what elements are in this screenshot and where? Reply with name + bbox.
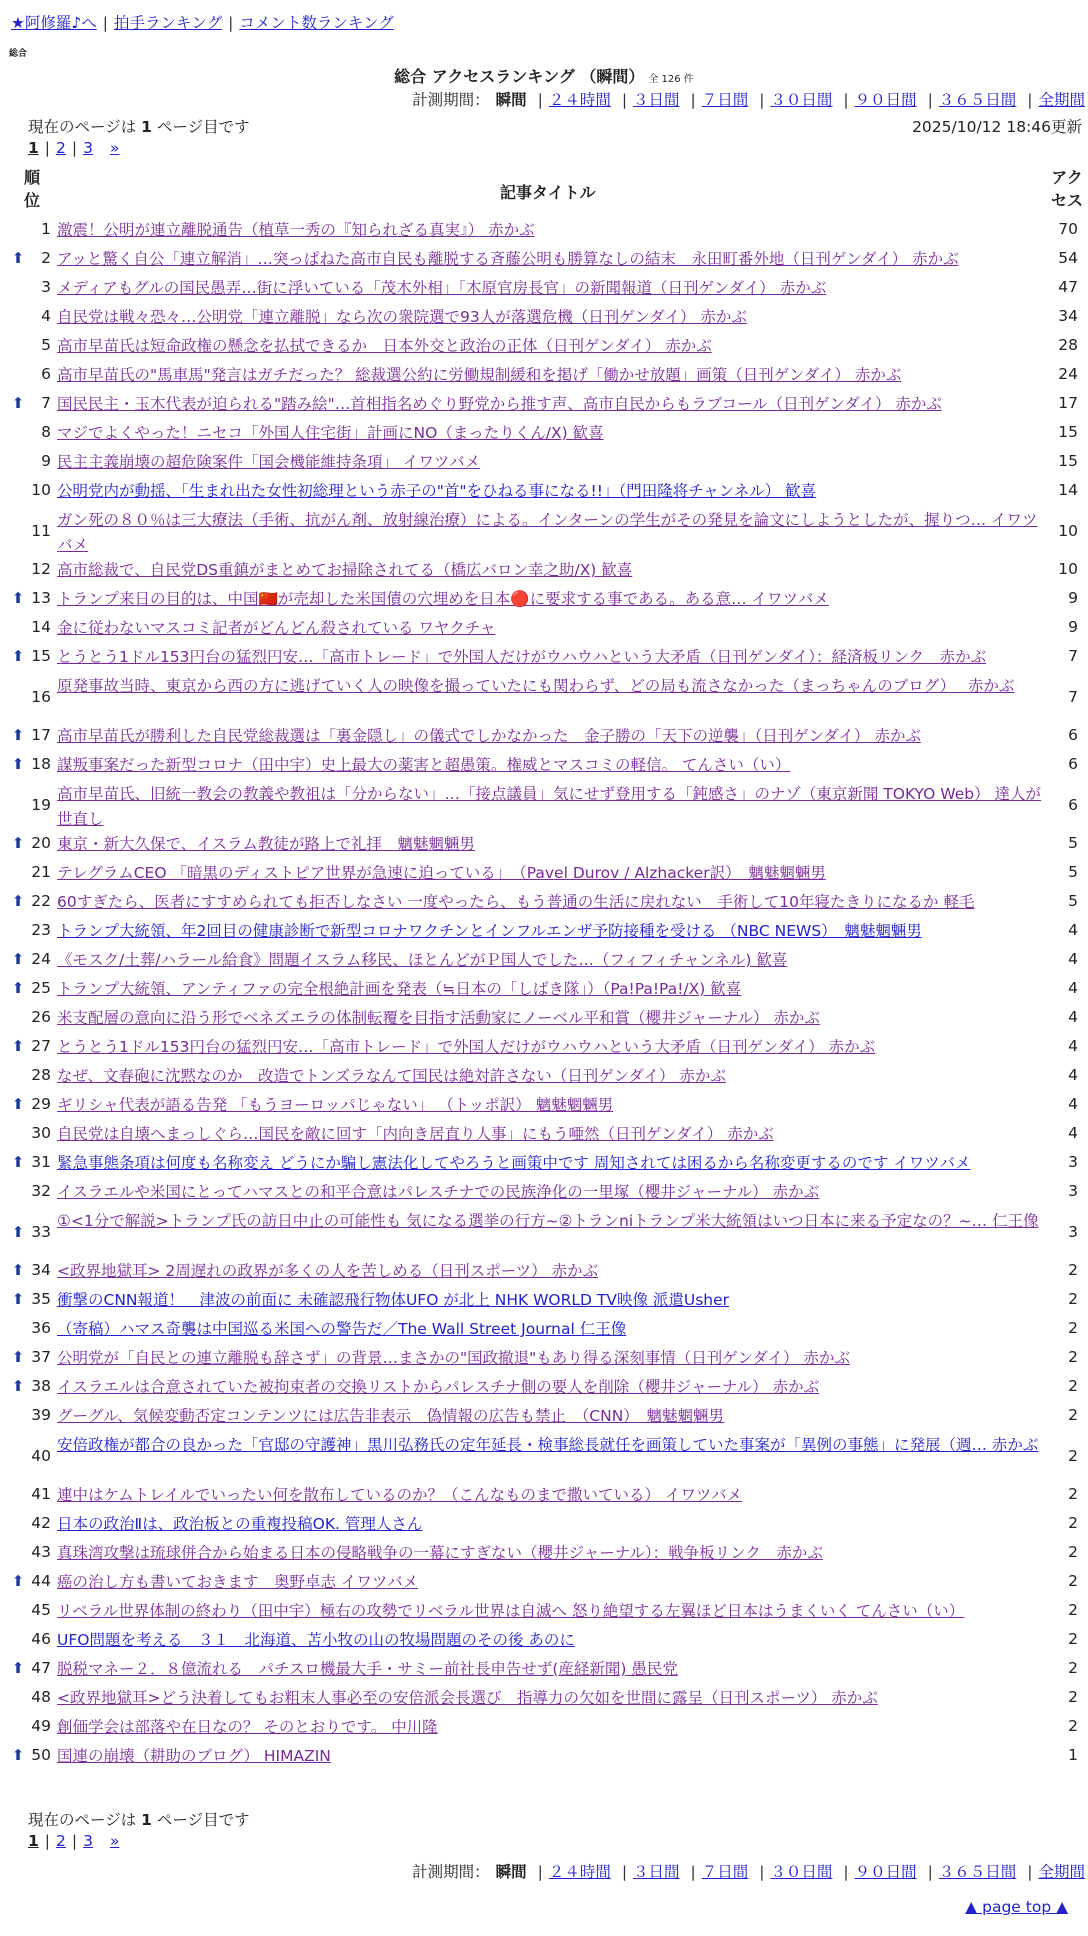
header-access: アクセス [1050,168,1083,210]
ranking-row [0,1686,1088,1715]
rank-up-icon: ⬆ [11,892,25,910]
ranking-row [0,1209,1088,1259]
ranking-row [0,587,1088,616]
rank-number: 44 [31,1572,51,1590]
access-count: 24 [1058,365,1078,383]
page-title-text: 総合 アクセスランキング （瞬間） [394,67,645,86]
period-365d-link[interactable]: ３６５日間 [938,91,1017,109]
period-24h-link[interactable]: ２４時間 [548,91,611,109]
access-count: 1 [1068,1746,1078,1764]
access-count: 28 [1058,336,1078,354]
rank-up-icon: ⬆ [11,1261,25,1279]
ranking-row [0,1180,1088,1209]
article-title-link[interactable]: 安倍政権が都合の良かった「官邸の守護神」黒川弘務氏の定年延長・検事総長就任を画策していた事案が「異例の事態」に発展（週… 赤かぶ [57,1436,1039,1454]
article-title-link[interactable]: アッと驚く自公「連立解消」…突っぱねた高市自民も離脱する斉藤公明も勝算なしの結末 永田町番外地（日刊ゲンダイ） 赤かぶ [57,250,959,268]
pager-page-2[interactable]: 2 [56,139,66,157]
ranking-row [0,861,1088,890]
access-count: 2 [1068,1348,1078,1366]
article-title-link[interactable]: とうとう1ドル153円台の猛烈円安…「高市トレード」で外国人だけがウハウハという大矛盾（日刊ゲンダイ）：経済板リンク 赤かぶ [57,648,987,666]
rank-number: 7 [41,394,51,412]
ranking-row [0,508,1088,558]
article-title-link[interactable]: メディアもグルの国民愚弄…街に浮いている「茂木外相」「木原官房長官」の新聞報道（日刊ゲンダイ） 赤かぶ [57,279,827,297]
ranking-row [0,334,1088,363]
access-count: 4 [1068,921,1078,939]
pager-page-3[interactable]: 3 [83,1832,94,1850]
period-30d-link[interactable]: ３０日間 [770,1863,833,1881]
access-count: 47 [1058,278,1078,296]
article-title-link[interactable]: 脱税マネー２．８億流れる パチスロ機最大手・サミー前社長申告せず(産経新聞) 愚民党 [57,1660,678,1678]
pager-bottom: 1 | 2 | 3 » [28,1832,120,1850]
article-title-link[interactable]: 創価学会は部落や在日なの？ そのとおりです。 中川隆 [57,1718,438,1736]
rank-number: 14 [31,618,51,636]
rank-number: 20 [31,834,51,852]
article-title-link[interactable]: 金に従わないマスコミ記者がどんどん殺されている ワヤクチャ [57,619,496,637]
rank-up-icon: ⬆ [11,1037,25,1055]
rank-number: 4 [41,307,51,325]
ranking-row [0,305,1088,334]
access-count: 4 [1068,1008,1078,1026]
ranking-row [0,753,1088,782]
article-title-link[interactable]: UFO問題を考える ３１ 北海道、苫小牧の山の牧場問題のその後 あのに [57,1631,575,1649]
rank-up-icon: ⬆ [11,950,25,968]
rank-up-icon: ⬆ [11,755,25,773]
period-selector-top: 計測期間： 瞬間 | ２４時間 | ３日間 | ７日間 | ３０日間 | ９０日間 | ３６５日間 | 全期間 [412,91,1085,109]
period-3d-link[interactable]: ３日間 [633,91,680,109]
rank-up-icon: ⬆ [11,834,25,852]
access-count: 2 [1068,1659,1078,1677]
rank-number: 30 [31,1124,51,1142]
access-count: 2 [1068,1485,1078,1503]
rank-number: 42 [31,1514,51,1532]
applause-ranking-link[interactable]: 拍手ランキング [114,14,223,32]
rank-number: 49 [31,1717,51,1735]
article-title-link[interactable]: 国連の崩壊（耕助のブログ） HIMAZIN [57,1747,331,1765]
header-title: 記事タイトル [500,183,596,202]
article-title-link[interactable]: <政界地獄耳>どう決着してもお粗末人事必至の安倍派会長選び 指導力の欠如を世間に露呈（日刊スポーツ） 赤かぶ [57,1689,878,1707]
access-count: 2 [1068,1630,1078,1648]
access-count: 9 [1068,589,1078,607]
rank-up-icon: ⬆ [11,979,25,997]
article-title-link[interactable]: 緊急事態条項は何度も名称変え どうにか騙し憲法化してやろうと画策中です 周知されては困るから名称変更するのです イワツバメ [57,1154,971,1172]
article-title-link[interactable]: イスラエルは合意されていた被拘束者の交換リストからパレスチナ側の要人を削除（櫻井ジャーナル） 赤かぶ [57,1378,820,1396]
ranking-row [0,890,1088,919]
rank-up-icon: ⬆ [11,589,25,607]
rank-number: 46 [31,1630,51,1648]
access-count: 2 [1068,1717,1078,1735]
page-info-number: 1 [141,118,152,136]
access-count: 2 [1068,1601,1078,1619]
access-count: 2 [1068,1406,1078,1424]
nav-separator: | [102,14,109,32]
total-count: 全 126 件 [648,74,694,85]
rank-up-icon: ⬆ [11,1746,25,1764]
rank-number: 29 [31,1095,51,1113]
access-count: 5 [1068,834,1078,852]
period-365d-link[interactable]: ３６５日間 [938,1863,1017,1881]
rank-number: 9 [41,452,51,470]
ranking-row [0,1483,1088,1512]
page-info-prefix: 現在のページは [28,118,137,136]
article-title-link[interactable]: 原発事故当時、東京から西の方に逃げていく人の映像を撮っていたにも関わらず、どの局も流さなかった（まっちゃんのブログ） 赤かぶ [57,677,1015,695]
access-count: 2 [1068,1514,1078,1532]
pager-next[interactable]: » [109,139,120,157]
rank-up-icon: ⬆ [11,1572,25,1590]
rank-number: 28 [31,1066,51,1084]
rank-up-icon: ⬆ [11,1290,25,1308]
article-title-link[interactable]: 民主主義崩壊の超危険案件「国会機能維持条項」 イワツバメ [57,453,481,471]
ranking-row [0,1628,1088,1657]
rank-number: 2 [41,249,51,267]
article-title-link[interactable]: 激震！公明が連立離脱通告（植草一秀の『知られざる真実』） 赤かぶ [57,221,535,239]
article-title-link[interactable]: イスラエルや米国にとってハマスとの和平合意はパレスチナでの民族浄化の一里塚（櫻井ジャーナル） 赤かぶ [57,1183,820,1201]
period-current: 瞬間 [495,91,527,109]
ranking-row [0,479,1088,508]
page-top-link[interactable]: ▲ page top ▲ [965,1898,1068,1916]
period-90d-link[interactable]: ９０日間 [854,1863,917,1881]
rank-number: 26 [31,1008,51,1026]
header-rank: 順位 [23,168,40,210]
rank-up-icon: ⬆ [11,1348,25,1366]
article-title-link[interactable]: とうとう1ドル153円台の猛烈円安…「高市トレード」で外国人だけがウハウハという大矛盾（日刊ゲンダイ） 赤かぶ [57,1038,876,1056]
rank-up-icon: ⬆ [11,726,25,744]
access-count: 3 [1068,1223,1078,1241]
article-title-link[interactable]: トランプ大統領、アンティファの完全根絶計画を発表（≒日本の「しばき隊」）（Pa!Pa!Pa!/X) 歓喜 [57,980,742,998]
pager-page-3[interactable]: 3 [83,139,94,157]
access-count: 70 [1058,220,1078,238]
access-count: 54 [1058,249,1078,267]
article-title-link[interactable]: テレグラムCEO 「暗黒のディストピア世界が急速に迫っている」 （Pavel Durov / Alzhacker訳） 魑魅魍魎男 [57,864,826,882]
rank-up-icon: ⬆ [11,1095,25,1113]
article-title-link[interactable]: 癌の治し方も書いておきます 奥野卓志 イワツバメ [57,1573,419,1591]
article-title-link[interactable]: <政界地獄耳> 2周遅れの政界が多くの人を苦しめる（日刊スポーツ） 赤かぶ [57,1262,599,1280]
ranking-row [0,724,1088,753]
page-info-number: 1 [141,1811,152,1829]
article-title-link[interactable]: （寄稿）ハマス奇襲は中国巡る米国への警告だ／The Wall Street Journal 仁王像 [57,1320,627,1338]
rank-number: 24 [31,950,51,968]
rank-number: 1 [41,220,51,238]
access-count: 7 [1068,688,1078,706]
access-count: 7 [1068,647,1078,665]
ranking-row [0,1317,1088,1346]
access-count: 2 [1068,1290,1078,1308]
access-count: 17 [1058,394,1078,412]
rank-number: 37 [31,1348,51,1366]
article-title-link[interactable]: 《モスク/土葬/ハラール給食》問題イスラム移民、ほとんどがＰ国人でした…（フィフィチャンネル) 歓喜 [57,951,788,969]
pager-page-2[interactable]: 2 [56,1832,66,1850]
access-count: 2 [1068,1261,1078,1279]
ranking-row [0,832,1088,861]
ranking-row [0,1404,1088,1433]
access-count: 2 [1068,1572,1078,1590]
ranking-row [0,247,1088,276]
period-selector-bottom: 計測期間： 瞬間 | ２４時間 | ３日間 | ７日間 | ３０日間 | ９０日間 | ３６５日間 | 全期間 [412,1863,1085,1881]
rank-number: 47 [31,1659,51,1677]
period-all-link[interactable]: 全期間 [1038,1863,1085,1881]
article-title-link[interactable]: 日本の政治Ⅱは、政治板との重複投稿OK. 管理人さん [57,1515,423,1533]
article-title-link[interactable]: リベラル世界体制の終わり（田中宇）極右の攻勢でリベラル世界は自滅へ 怒り絶望する左翼ほど日本はうまくいく てんさい（い） [57,1602,965,1620]
pager-current: 1 [28,139,39,157]
period-label: 計測期間： [412,91,490,109]
rank-number: 12 [31,560,51,578]
ranking-row [0,1093,1088,1122]
ranking-row [0,421,1088,450]
access-count: 2 [1068,1319,1078,1337]
ranking-row [0,1512,1088,1541]
period-30d-link[interactable]: ３０日間 [770,91,833,109]
access-count: 6 [1068,796,1078,814]
rank-number: 50 [31,1746,51,1764]
rank-number: 23 [31,921,51,939]
ranking-row [0,1744,1088,1773]
article-title-link[interactable]: 自民党は自壊へまっしぐら…国民を敵に回す「内向き居直り人事」にもう唖然（日刊ゲンダイ） 赤かぶ [57,1125,774,1143]
rank-up-icon: ⬆ [11,394,25,412]
comment-ranking-link[interactable]: コメント数ランキング [239,14,394,32]
access-count: 9 [1068,618,1078,636]
page-info-bottom [28,1808,250,1830]
access-count: 14 [1058,481,1078,499]
rank-up-icon: ⬆ [11,1223,25,1241]
ranking-row [0,1715,1088,1744]
period-24h-link[interactable]: ２４時間 [548,1863,611,1881]
article-title-link[interactable]: 連中はケムトレイルでいったい何を散布しているのか？（こんなものまで撒いている） イワツバメ [57,1486,743,1504]
article-title-link[interactable]: ①<1分で解説>トランプ氏の訪日中止の可能性も 気になる選挙の行方~②トランniトランプ米大統領はいつ日本に来る予定なの？~… 仁王像 [57,1212,1039,1230]
rank-number: 8 [41,423,51,441]
article-title-link[interactable]: 60すぎたら、医者にすすめられても拒否しなさい 一度やったら、もう普通の生活に戻れない 手術して10年寝たきりになるか 軽毛 [57,893,975,911]
ranking-row [0,1006,1088,1035]
article-title-link[interactable]: 自民党は戦々恐々…公明党「連立離脱」なら次の衆院選で93人が落選危機（日刊ゲンダイ） 赤かぶ [57,308,747,326]
rank-number: 13 [31,589,51,607]
ranking-row [0,1657,1088,1686]
period-all-link[interactable]: 全期間 [1038,91,1085,109]
access-count: 4 [1068,1037,1078,1055]
ranking-row [0,558,1088,587]
access-count: 2 [1068,1688,1078,1706]
ranking-row [0,1035,1088,1064]
rank-number: 35 [31,1290,51,1308]
article-title-link[interactable]: 米支配層の意向に沿う形でベネズエラの体制転覆を目指す活動家にノーベル平和賞（櫻井ジャーナル） 赤かぶ [57,1009,820,1027]
access-count: 3 [1068,1153,1078,1171]
ranking-row [0,919,1088,948]
access-count: 5 [1068,892,1078,910]
ranking-row [0,1122,1088,1151]
ranking-row [0,1599,1088,1628]
ranking-row [0,276,1088,305]
rank-up-icon: ⬆ [11,647,25,665]
access-count: 2 [1068,1543,1078,1561]
access-count: 6 [1068,755,1078,773]
period-label: 計測期間： [412,1863,490,1881]
rank-number: 32 [31,1182,51,1200]
top-nav [11,11,394,33]
article-title-link[interactable]: グーグル、気候変動否定コンテンツには広告非表示 偽情報の広告も禁止 （CNN） 魑魅魍魎男 [57,1407,725,1425]
page-title [0,64,1088,87]
access-count: 4 [1068,1095,1078,1113]
page-info-prefix: 現在のページは [28,1811,137,1829]
rank-number: 6 [41,365,51,383]
ranking-row [0,1570,1088,1599]
ranking-row [0,1064,1088,1093]
period-90d-link[interactable]: ９０日間 [854,91,917,109]
article-title-link[interactable]: 高市早苗氏は短命政権の懸念を払拭できるか 日本外交と政治の正体（日刊ゲンダイ） 赤かぶ [57,337,712,355]
ranking-row [0,1288,1088,1317]
access-count: 4 [1068,1066,1078,1084]
article-title-link[interactable]: 高市早苗氏が勝利した自民党総裁選は「裏金隠し」の儀式でしかなかった 金子勝の「天下の逆襲」（日刊ゲンダイ） 赤かぶ [57,727,921,745]
rank-number: 45 [31,1601,51,1619]
ranking-row [0,674,1088,724]
ranking-row [0,977,1088,1006]
rank-number: 21 [31,863,51,881]
ranking-row [0,1151,1088,1180]
ranking-row [0,948,1088,977]
access-count: 4 [1068,950,1078,968]
rank-number: 41 [31,1485,51,1503]
article-title-link[interactable]: 衝撃のCNN報道！ 津波の前面に 未確認飛行物体UFO が北上 NHK WORLD TV映像 派遣Usher [57,1291,730,1309]
article-title-link[interactable]: トランプ大統領、年2回目の健康診断で新型コロナワクチンとインフルエンザ予防接種を受ける （NBC NEWS） 魑魅魍魎男 [57,922,922,940]
ranking-row [0,363,1088,392]
access-count: 34 [1058,307,1078,325]
ranking-row [0,645,1088,674]
rank-number: 40 [31,1447,51,1465]
rank-number: 15 [31,647,51,665]
rank-number: 34 [31,1261,51,1279]
rank-number: 19 [31,796,51,814]
ranking-row [0,1541,1088,1570]
access-count: 15 [1058,452,1078,470]
article-title-link[interactable]: 高市早苗氏の"馬車馬"発言はガチだった？ 総裁選公約に労働規制緩和を掲げ「働かせ放題」画策（日刊ゲンダイ） 赤かぶ [57,366,902,384]
access-count: 2 [1068,1377,1078,1395]
ranking-row [0,218,1088,247]
ranking-row [0,450,1088,479]
page-info-top [28,115,250,137]
ranking-row [0,1433,1088,1483]
access-count: 6 [1068,726,1078,744]
rank-up-icon: ⬆ [11,1377,25,1395]
article-title-link[interactable]: 高市早苗氏、旧統一教会の教義や教祖は「分からない」…「接点議員」気にせず登用する「鈍感さ」のナゾ（東京新聞 TOKYO Web） 達人が世直し [57,785,1042,828]
pager-next[interactable]: » [109,1832,120,1850]
rank-number: 18 [31,755,51,773]
article-title-link[interactable]: 国民民主・玉木代表が迫られる"踏み絵"…首相指名めぐり野党から推す声、高市自民からもラブコール（日刊ゲンダイ） 赤かぶ [57,395,942,413]
rank-number: 48 [31,1688,51,1706]
rank-number: 36 [31,1319,51,1337]
access-count: 15 [1058,423,1078,441]
access-count: 2 [1068,1447,1078,1465]
ranking-row [0,616,1088,645]
rank-number: 17 [31,726,51,744]
pager-current: 1 [28,1832,39,1850]
access-count: 10 [1058,560,1078,578]
article-title-link[interactable]: 謀叛事案だった新型コロナ（田中宇）史上最大の薬害と超愚策。権威とマスコミの軽信。 てんさい（い） [57,756,791,774]
nav-separator: | [228,14,234,32]
rank-number: 16 [31,688,51,706]
article-title-link[interactable]: 真珠湾攻撃は琉球併合から始まる日本の侵略戦争の一幕にすぎない（櫻井ジャーナル）：戦争板リンク 赤かぶ [57,1544,823,1562]
rank-number: 31 [31,1153,51,1171]
rank-number: 25 [31,979,51,997]
page-info-suffix: ページ目です [156,118,250,136]
rank-up-icon: ⬆ [11,1153,25,1171]
category-label: 総合 [9,49,28,59]
pager-top: 1 | 2 | 3 » [28,139,120,157]
article-title-link[interactable]: 公明党が「自民との連立離脱も辞さず」の背景…まさかの"国政撤退"もあり得る深刻事情（日刊ゲンダイ） 赤かぶ [57,1349,850,1367]
rank-up-icon: ⬆ [11,249,25,267]
article-title-link[interactable]: ギリシャ代表が語る告発 「もうヨーロッパじゃない」 （トッポ訳） 魑魅魍魎男 [57,1096,614,1114]
period-3d-link[interactable]: ３日間 [633,1863,680,1881]
article-title-link[interactable]: 公明党内が動揺、「生まれ出た女性初総理という赤子の"首"をひねる事になる!!」（門田隆将チャンネル） 歓喜 [57,482,817,500]
rank-number: 33 [31,1223,51,1241]
rank-number: 27 [31,1037,51,1055]
home-link[interactable]: ★阿修羅♪へ [11,14,97,32]
article-title-link[interactable]: トランプ来日の目的は、中国🇨🇳が売却した米国債の穴埋めを日本🔴に要求する事である。ある意… イワツバメ [57,590,829,608]
ranking-row [0,392,1088,421]
period-7d-link[interactable]: ７日間 [701,91,749,109]
ranking-row [0,1346,1088,1375]
article-title-link[interactable]: なぜ、文春砲に沈黙なのか 改造でトンズラなんて国民は絶対許さない（日刊ゲンダイ） 赤かぶ [57,1067,726,1085]
rank-number: 43 [31,1543,51,1561]
article-title-link[interactable]: 高市総裁で、自民党DS重鎮がまとめてお掃除されてる（橋広バロン幸之助/X) 歓喜 [57,561,633,579]
rank-number: 5 [41,336,51,354]
access-count: 5 [1068,863,1078,881]
period-current: 瞬間 [495,1863,527,1881]
rank-number: 10 [31,481,51,499]
rank-number: 22 [31,892,51,910]
rank-number: 39 [31,1406,51,1424]
rank-number: 11 [31,522,51,540]
page-info-suffix: ページ目です [156,1811,250,1829]
article-title-link[interactable]: マジでよくやった！ニセコ「外国人住宅街」計画にNO（まったりくん/X) 歓喜 [57,424,604,442]
ranking-row [0,1259,1088,1288]
access-count: 3 [1068,1182,1078,1200]
access-count: 4 [1068,979,1078,997]
rank-number: 3 [41,278,51,296]
rank-up-icon: ⬆ [11,1659,25,1677]
access-count: 10 [1058,522,1078,540]
period-7d-link[interactable]: ７日間 [701,1863,749,1881]
updated-timestamp: 2025/10/12 18:46更新 [912,118,1082,136]
ranking-row [0,1375,1088,1404]
access-count: 4 [1068,1124,1078,1142]
article-title-link[interactable]: 東京・新大久保で、イスラム教徒が路上で礼拝 魑魅魍魎男 [57,835,475,853]
rank-number: 38 [31,1377,51,1395]
ranking-row [0,782,1088,832]
article-title-link[interactable]: ガン死の８０％は三大療法（手術、抗がん剤、放射線治療）による。インターンの学生がその発見を論文にしようとしたが、握りつ… イワツバメ [57,511,1038,554]
